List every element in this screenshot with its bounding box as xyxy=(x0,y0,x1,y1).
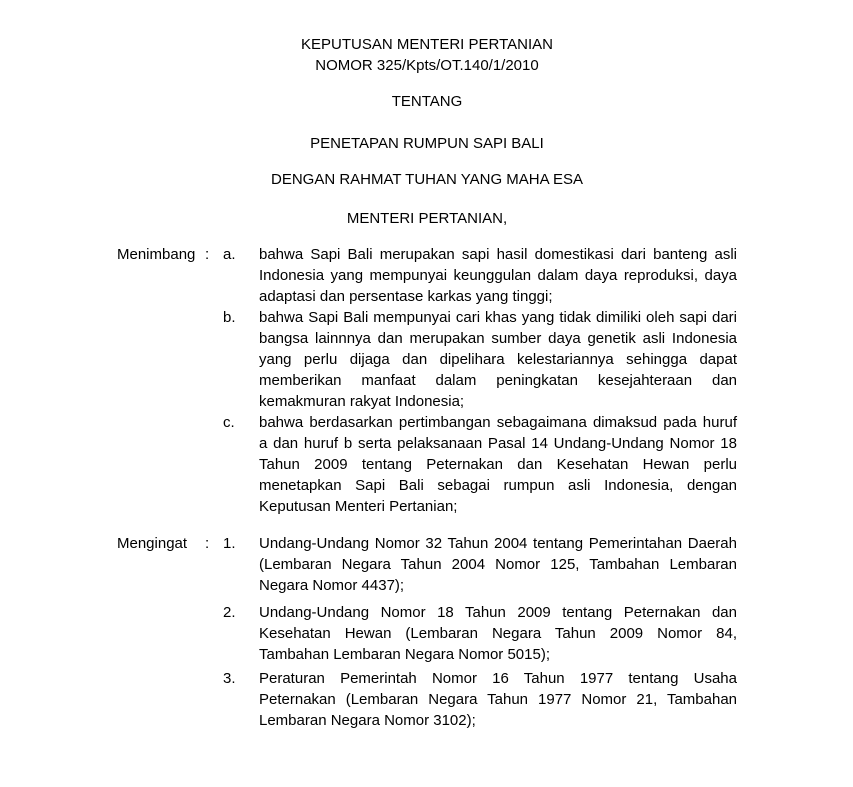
menimbang-section xyxy=(117,244,737,517)
item-marker: b. xyxy=(223,309,236,326)
menimbang-items xyxy=(223,244,737,517)
item-marker: c. xyxy=(223,414,235,431)
menimbang-item-c xyxy=(223,412,737,517)
tentang-heading: TENTANG xyxy=(391,93,463,110)
item-marker: 2. xyxy=(223,604,236,621)
menimbang-item-a xyxy=(223,244,737,307)
subject-heading: PENETAPAN RUMPUN SAPI BALI xyxy=(310,135,544,152)
item-text: bahwa Sapi Bali mempunyai cari khas yang tidak dimiliki oleh sapi dari bangsa lainnnya dan merupakan sumber daya genetik asli Indonesia yang perlu dijaga dan dipelihara kelestariannya sehingga dapat memberikan manfaat dalam peningkatan kesejahteraan dan kemakmuran rakyat Indonesia; xyxy=(259,309,737,410)
menimbang-item-b xyxy=(223,307,737,412)
doc-title: KEPUTUSAN MENTERI PERTANIAN xyxy=(301,36,553,53)
mengingat-colon: : xyxy=(205,535,210,552)
mengingat-item-2 xyxy=(223,602,737,665)
authority-heading: MENTERI PERTANIAN, xyxy=(346,210,508,227)
invocation-heading: DENGAN RAHMAT TUHAN YANG MAHA ESA xyxy=(270,171,583,188)
item-text: bahwa Sapi Bali merupakan sapi hasil domestikasi dari banteng asli Indonesia yang mempunyai keunggulan dalam daya reproduksi, daya adaptasi dan persentase karkas yang tinggi; xyxy=(259,246,737,305)
item-text: Undang-Undang Nomor 18 Tahun 2009 tentang Peternakan dan Kesehatan Hewan (Lembaran Negara Tahun 2009 Nomor 84, Tambahan Lembaran Negara Nomor 5015); xyxy=(259,604,737,663)
mengingat-label: Mengingat xyxy=(117,535,188,552)
item-marker: 3. xyxy=(223,670,236,687)
item-marker: 1. xyxy=(223,535,236,552)
menimbang-colon: : xyxy=(205,246,210,263)
item-marker: a. xyxy=(223,246,236,263)
menimbang-label: Menimbang xyxy=(117,246,196,263)
mengingat-items xyxy=(223,533,737,731)
item-text: Undang-Undang Nomor 32 Tahun 2004 tentang Pemerintahan Daerah (Lembaran Negara Tahun 2004 Nomor 125, Tambahan Lembaran Negara Nomor 4437); xyxy=(259,535,737,594)
doc-number: NOMOR 325/Kpts/OT.140/1/2010 xyxy=(315,57,539,74)
mengingat-item-1 xyxy=(223,533,737,596)
title-block xyxy=(117,34,737,76)
item-text: bahwa berdasarkan pertimbangan sebagaimana dimaksud pada huruf a dan huruf b serta pelaksanaan Pasal 14 Undang-Undang Nomor 18 Tahun 2009 tentang Peternakan dan Kesehatan Hewan perlu menetapkan Sapi Bali sebagai rumpun asli Indonesia, dengan Keputusan Menteri Pertanian; xyxy=(259,414,737,515)
item-text: Peraturan Pemerintah Nomor 16 Tahun 1977 tentang Usaha Peternakan (Lembaran Negara Tahun 1977 Nomor 21, Tambahan Lembaran Negara Nomor 3102); xyxy=(259,670,737,729)
mengingat-item-3 xyxy=(223,668,737,731)
mengingat-section xyxy=(117,533,737,731)
